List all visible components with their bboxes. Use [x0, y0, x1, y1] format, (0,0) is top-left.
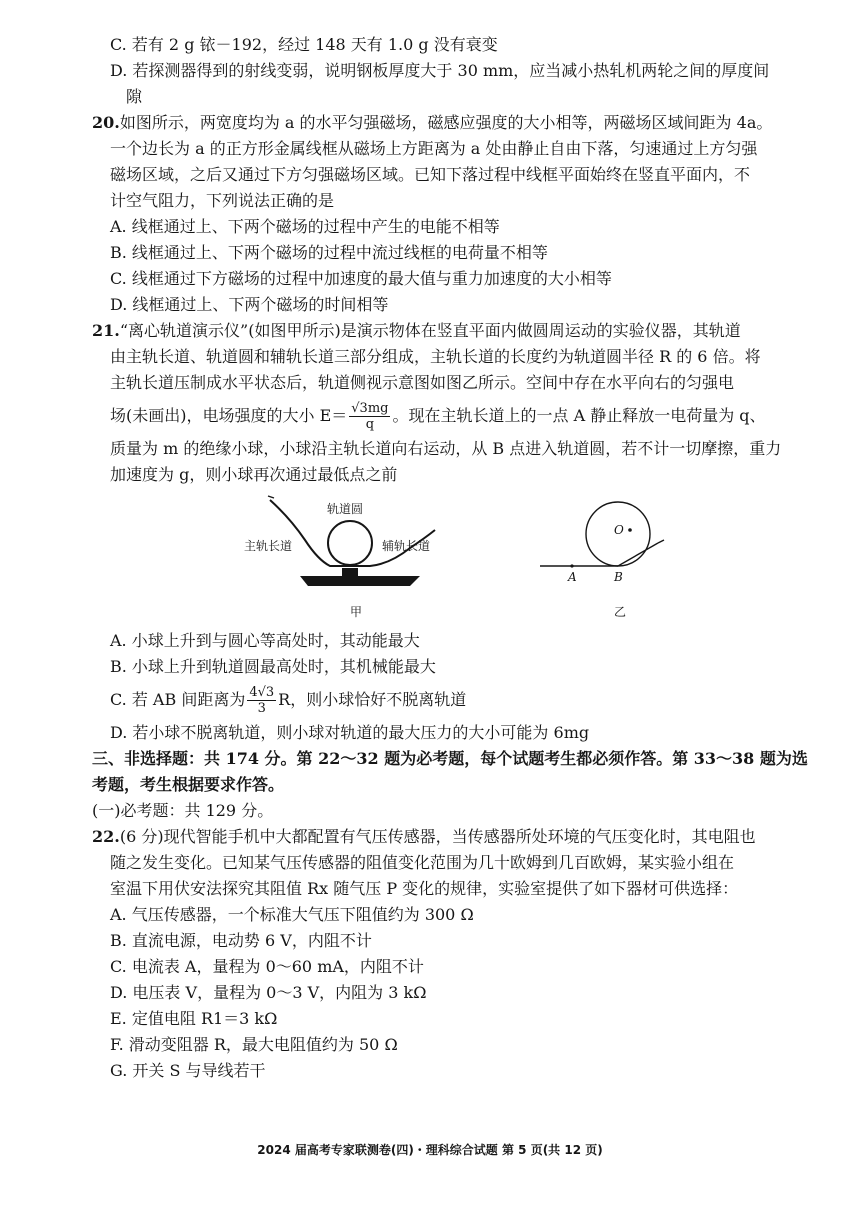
q21-figures	[110, 488, 830, 628]
q19-option-c: C. 若有 2 g 铱－192，经过 148 天有 1.0 g 没有衰变	[110, 35, 498, 54]
q22-item-f: F. 滑动变阻器 R，最大电阻值约为 50 Ω	[110, 1035, 398, 1054]
q21-stem-2: 由主轨长道、轨道圆和辅轨长道三部分组成，主轨长道的长度约为轨道圆半径 R 的 6 倍。将	[110, 347, 761, 366]
ab-distance-fraction	[247, 685, 276, 716]
q20-option-a: A. 线框通过上、下两个磁场的过程中产生的电能不相等	[110, 217, 500, 236]
q20-number: 20.	[92, 113, 120, 132]
q22-number: 22.	[92, 827, 120, 846]
field-strength-fraction	[349, 401, 390, 432]
q21-stem-4	[110, 396, 830, 436]
page-footer: 2024 届高考专家联测卷(四)・理科综合试题 第 5 页(共 12 页)	[257, 1143, 603, 1157]
q21-option-c	[110, 680, 830, 720]
q22-item-c: C. 电流表 A，量程为 0～60 mA，内阻不计	[110, 957, 424, 976]
q20-stem-1	[92, 110, 830, 136]
q21-option-c-b: R，则小球恰好不脱离轨道	[278, 690, 467, 709]
q20-stem-4: 计空气阻力，下列说法正确的是	[110, 191, 335, 210]
label-a: A	[568, 570, 577, 584]
label-main-track: 主轨长道	[244, 539, 293, 553]
section-3-subheading: (一)必考题：共 129 分。	[92, 801, 274, 820]
q22-stem-3: 室温下用伏安法探究其阻值 Rx 随气压 P 变化的规律，实验室提供了如下器材可供选择：	[110, 879, 739, 898]
q19-option-d: D. 若探测器得到的射线变弱，说明钢板厚度大于 30 mm，应当减小热轧机两轮之间的厚度间	[110, 61, 770, 80]
section-3-heading-2: 考题，考生根据要求作答。	[92, 775, 285, 794]
q21-stem-3: 主轨长道压制成水平状态后，轨道侧视示意图如图乙所示。空间中存在水平向右的匀强电	[110, 373, 735, 392]
field-strength-numerator: √3mg	[351, 401, 389, 416]
q21-option-c-a: C. 若 AB 间距离为	[110, 690, 246, 709]
q19-option-d-cont: 隙	[126, 87, 143, 106]
figure-yi	[540, 488, 730, 628]
q22-item-g: G. 开关 S 与导线若干	[110, 1061, 266, 1080]
q21-option-d: D. 若小球不脱离轨道，则小球对轨道的最大压力的大小可能为 6mg	[110, 723, 590, 742]
q21-stem-4a: 场(未画出)，电场强度的大小 E＝	[110, 406, 348, 425]
caption-jia: 甲	[350, 605, 363, 619]
ab-distance-denominator: 3	[257, 701, 266, 716]
q20-stem-1-text: 如图所示，两宽度均为 a 的水平匀强磁场，磁感应强度的大小相等，两磁场区域间距为 4a。	[119, 113, 773, 132]
q21-stem-4b: 。现在主轨长道上的一点 A 静止释放一电荷量为 q、	[392, 406, 766, 425]
field-strength-denominator: q	[365, 417, 375, 432]
page-content	[92, 32, 830, 1084]
q21-stem-5: 质量为 m 的绝缘小球，小球沿主轨长道向右运动，从 B 点进入轨道圆，若不计一切摩擦，重力	[110, 439, 782, 458]
q21-option-a: A. 小球上升到与圆心等高处时，其动能最大	[110, 631, 420, 650]
q22-stem-1-text: (6 分)现代智能手机中大都配置有气压传感器，当传感器所处环境的气压变化时，其电阻也	[119, 827, 756, 846]
q22-stem-2: 随之发生变化。已知某气压传感器的阻值变化范围为几十欧姆到几百欧姆，某实验小组在	[110, 853, 735, 872]
q21-stem-6: 加速度为 g，则小球再次通过最低点之前	[110, 465, 398, 484]
figure-jia	[230, 488, 490, 628]
q20-option-c: C. 线框通过下方磁场的过程中加速度的最大值与重力加速度的大小相等	[110, 269, 612, 288]
label-b: B	[614, 570, 623, 584]
q22-item-b: B. 直流电源，电动势 6 V，内阻不计	[110, 931, 372, 950]
q20-option-d: D. 线框通过上、下两个磁场的时间相等	[110, 295, 389, 314]
label-aux-track: 辅轨长道	[382, 539, 431, 553]
q21-option-b: B. 小球上升到轨道圆最高处时，其机械能最大	[110, 657, 436, 676]
label-o: O	[614, 523, 624, 537]
q22-item-e: E. 定值电阻 R1＝3 kΩ	[110, 1009, 278, 1028]
q21-stem-1-text: “离心轨道演示仪”(如图甲所示)是演示物体在竖直平面内做圆周运动的实验仪器，其轨道	[119, 321, 741, 340]
q20-stem-2: 一个边长为 a 的正方形金属线框从磁场上方距离为 a 处由静止自由下落，匀速通过上方匀强	[110, 139, 758, 158]
q21-number: 21.	[92, 321, 120, 340]
q22-stem-1	[92, 824, 830, 850]
ab-distance-numerator: 4√3	[249, 685, 275, 700]
q22-item-d: D. 电压表 V，量程为 0～3 V，内阻为 3 kΩ	[110, 983, 427, 1002]
caption-yi: 乙	[614, 605, 627, 619]
q20-option-b: B. 线框通过上、下两个磁场的过程中流过线框的电荷量不相等	[110, 243, 548, 262]
q20-stem-3: 磁场区域，之后又通过下方匀强磁场区域。已知下落过程中线框平面始终在竖直平面内，不	[110, 165, 751, 184]
section-3-heading-1: 三、非选择题：共 174 分。第 22～32 题为必考题，每个试题考生都必须作答。第 33～38 题为选	[92, 749, 808, 768]
q21-stem-1	[92, 318, 830, 344]
q22-item-a: A. 气压传感器，一个标准大气压下阻值约为 300 Ω	[110, 905, 474, 924]
label-track-circle: 轨道圆	[327, 502, 364, 516]
